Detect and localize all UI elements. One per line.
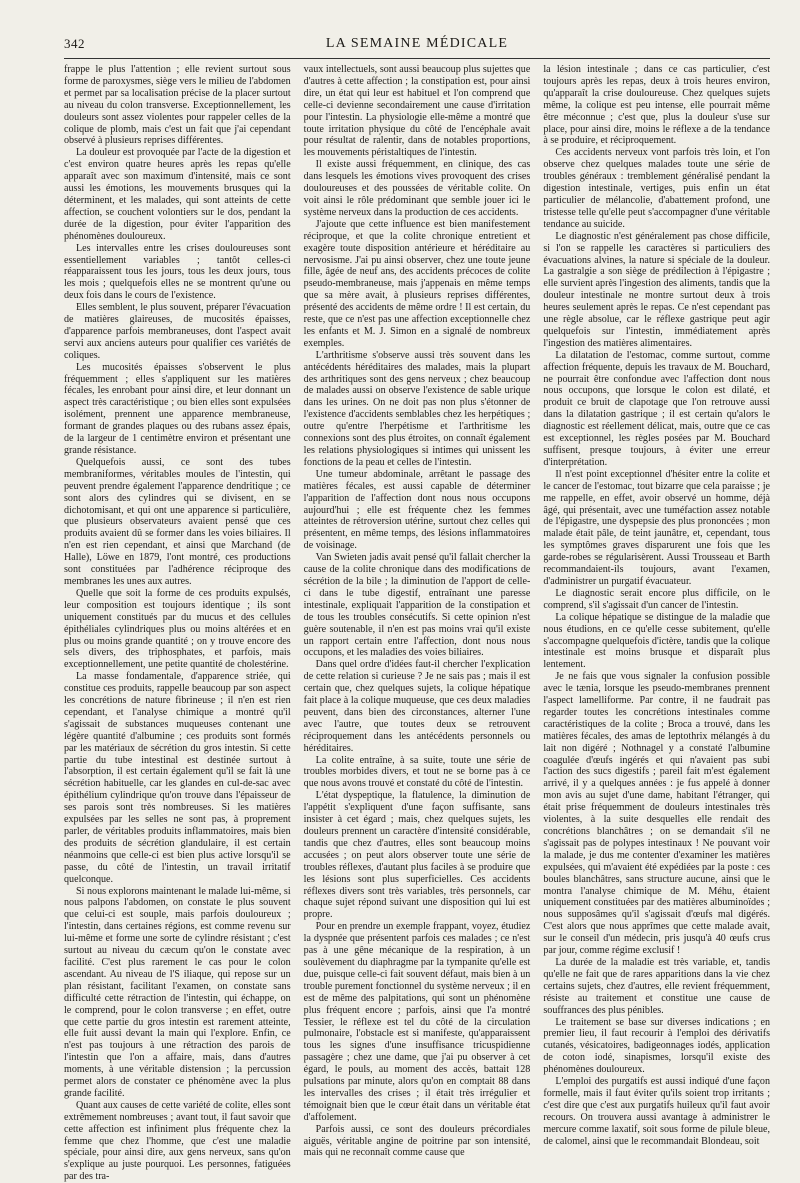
paragraph: Quelquefois aussi, ce sont des tubes membraniformes, véritables moules de l'intestin, qui peuvent prendre également l'apparence dendritique ; ce sont alors des cylindres qui se divisent, en se dichotomisant, et qui ont une apparence si particulière, que plusieurs observateurs avaient pensé que ces produits avaient dû se former dans les voies biliaires. Il n'en est rien cependant, et ainsi que Marchand (de Halle), Löwe en 1879, l'ont montré, ces productions sont constituées par l'adhérence réciproque des membranes les unes aux autres. [64,456,291,587]
paragraph: Les mucosités épaisses s'observent le plus fréquemment ; elles s'appliquent sur les matières fécales, les enrobant pour ainsi dire, et leur donnant un aspect très caractéristique ; ou bien elles sont expulsées isolément, prennent une apparence membraneuse, formant de grandes plaques ou des rubans assez épais, de la largeur de 1 centimètre environ et présentant une grande résistance. [64,361,291,456]
paragraph: Les intervalles entre les crises douloureuses sont essentiellement variables ; tantôt celles-ci réapparaissent tous les jours, tous les deux jours, tous les mois ; quelquefois elles ne se montrent qu'une ou deux fois dans le cours de l'existence. [64,242,291,302]
paragraph: vaux intellectuels, sont aussi beaucoup plus sujettes que d'autres à cette affection ; la constipation est, pour ainsi dire, un état qui leur est habituel et l'on comprend que celle-ci devienne secondairement une cause d'irritation pour l'intestin. La physiologie elle-même a montré que toute irritation physique du côté de l'encéphale avait pour résultat de ralentir, dans de notables proportions, les mouvements péristaltiques de l'intestin. [303,64,531,159]
paragraph: Dans quel ordre d'idées faut-il chercher l'explication de cette relation si curieuse ? Je ne sais pas ; mais il est certain que, chez quelques sujets, la colique hépatique fait place à la colique muqueuse, que ces deux maladies peuvent, dans bien des circonstances, alterner l'une avec l'autre, que toutes deux se retrouvent réciproquement dans les antécédents personnels ou héréditaires. [303,659,531,754]
paragraph: Elles semblent, le plus souvent, préparer l'évacuation de matières glaireuses, de mucosités épaisses, d'apparence parfois membraneuses, dont l'aspect avait servi aux anciens auteurs pour qualifier ces variétés de coliques. [64,302,291,361]
paragraph: Le diagnostic serait encore plus difficile, on le comprend, s'il s'agissait d'un cancer de l'intestin. [543,587,771,611]
column-left [64,64,291,1183]
paragraph: Le traitement se base sur diverses indications ; en premier lieu, il faut recourir à l'emploi des dérivatifs cutanés, vésicatoires, badigeonnages iodés, application de coton iodé, sinapismes, lorsqu'il existe des phénomènes douloureux. [543,1016,771,1076]
paragraph: Si nous explorons maintenant le malade lui-même, si nous palpons l'abdomen, on constate le plus souvent que celui-ci est souple, mais parfois douloureux ; l'intestin, dans certaines régions, est comme revenu sur lui-même et forme une sorte de cylindre résistant ; c'est surtout au niveau du cæcum qu'on le constate avec facilité. C'est plus rarement le cas pour le colon ascendant. Au niveau de l'S iliaque, qui repose sur un plan résistant, facilitant l'examen, on constate sans difficulté cette rétraction de l'intestin, qui échappe, on le comprend, pour le colon transverse ; en effet, outre que cette partie du gros intestin est rarement atteinte, elle fuit aussi devant la main qui l'explore. Enfin, ce n'est pas toujours à une rétraction des parois de l'intestin que l'on a affaire, mais, dans d'autres moments, à une véritable distension ; la percussion permet alors de constater ce phénomène avec la plus grande facilité. [64,885,291,1099]
paragraph: L'emploi des purgatifs est aussi indiqué d'une façon formelle, mais il faut éviter qu'ils soient trop irritants ; c'est dire que c'est aux purgatifs huileux qu'il faut avoir recours. On trouvera aussi avantage à administrer le mercure comme laxatif, soit sous forme de pilule bleue, de calomel, ainsi que le recommandait Blondeau, soit [543,1076,771,1147]
header-rule [64,58,770,59]
paragraph: Quelle que soit la forme de ces produits expulsés, leur composition est toujours identique ; ils sont uniquement constitués par du mucus et des cellules épithéliales cylindriques plus ou moins altérées et en plus ou moins grande quantité ; on y trouve encore des sels divers, des triphosphates, et parfois, mais exceptionnellement, une petite quantité de cholestérine. [64,587,291,671]
paragraph: La durée de la maladie est très variable, et, tandis qu'elle ne fait que de rares apparitions dans la vie chez certains sujets, chez d'autres, elle revient fréquemment, résiste au traitement et constitue une cause de souffrances des plus pénibles. [543,956,771,1016]
paragraph: J'ajoute que cette influence est bien manifestement réciproque, et que la colite chronique entretient et exagère toute disposition antérieure et héréditaire au nervosisme. J'ai pu ainsi observer, chez une toute jeune fille, âgée de neuf ans, des accidents précoces de colite pseudo-membraneuse, mais j'appenais en même temps que sa mère avait, à plusieurs reprises différentes, présenté des accidents de même ordre ! Il est certain, du reste, que ce n'est pas une affection exceptionnelle chez les enfants et M. J. Simon en a signalé de nombreux exemples. [303,218,531,349]
paragraph: Il n'est point exceptionnel d'hésiter entre la colite et le cancer de l'estomac, tout bizarre que cela paraisse ; je me rappelle, en effet, avoir observé un homme, déjà âgé, qui présentait, avec une tuméfaction assez notable de l'épigastre, une dyspepsie des plus prononcées ; mon malade était pâle, de teint jaunâtre, et, cependant, tous les symptômes graves disparurent une fois que les garde-robes se régularisèrent. Aussi Trousseau et Barth recommandaient-ils toujours, avant l'examen, d'administrer un purgatif évacuateur. [543,468,771,587]
paragraph: la lésion intestinale ; dans ce cas particulier, c'est toujours après les repas, deux à trois heures environ, qu'apparaît la crise douloureuse. Chez quelques sujets même, la colique est peu intense, elle pourrait même être méconnue ; c'est que, plus la douleur s'use sur place, pour ainsi dire, moins le réflexe a de la tendance à se produire, et réciproquement. [543,64,771,147]
paragraph: Pour en prendre un exemple frappant, voyez, étudiez la dyspnée que présentent parfois ces malades ; ce n'est pas à une gêne mécanique de la respiration, à un soulèvement du diaphragme par la tympanite qu'elle est due, puisque celle-ci fait souvent défaut, mais bien à un trouble purement fonctionnel du système nerveux ; il en est de même des palpitations, qui sont un phénomène plus fréquent encore ; parfois, ainsi que l'a montré Tessier, le réflexe est tel du côté de la circulation pulmonaire, l'obstacle est si manifeste, qu'apparaissent tous les signes d'une insuffisance tricuspidienne passagère ; chez une dame, que j'ai pu observer à cet égard, le pouls, au moment des accès, battait 128 pulsations par minute, alors qu'on en comptait 88 dans les intervalles des crises ; il était très irrégulier et témoignait bien que le cœur était dans un véritable état d'affolement. [303,921,531,1123]
paragraph: La colique hépatique se distingue de la maladie que nous étudions, en ce qu'elle cesse subitement, qu'elle s'accompagne quelquefois d'ictère, tandis que la colique intestinale est moins brusque et disparaît plus lentement. [543,611,771,671]
paragraph: Parfois aussi, ce sont des douleurs précordiales aiguës, véritable angine de poitrine par son intensité, mais qui ne reconnaît comme cause que [303,1123,531,1159]
column-right [543,64,771,1147]
text-columns [64,64,771,1183]
column-middle [303,64,531,1159]
paragraph: La colite entraîne, à sa suite, toute une série de troubles morbides divers, et tout ne se borne pas à ce que nous avons trouvé et constaté du côté de l'intestin. [303,754,531,790]
paragraph: frappe le plus l'attention ; elle revient surtout sous forme de paroxysmes, siège vers le milieu de l'abdomen et permet par sa localisation précise de la placer surtout au niveau du colon transverse. Exceptionnellement, les douleurs sont assez violentes pour rappeler celles de la colique de plomb, mais c'est un fait que j'ai cependant observé à plusieurs reprises différentes. [64,64,291,147]
page-header [64,36,770,56]
paragraph: Van Swieten jadis avait pensé qu'il fallait chercher la cause de la colite chronique dans des modifications de sécrétion de la bile ; la diminution de l'apport de celle-ci dans le tube digestif, entraînant une paresse intestinale, expliquait l'apparition de la constipation et de tous les troubles consécutifs. Si cette opinion n'est guère soutenable, il n'en est pas moins vrai qu'il existe un rapport certain entre l'affection, dont nous nous occupons, et les maladies des voies biliaires. [303,552,531,659]
paragraph: La dilatation de l'estomac, comme surtout, comme affection fréquente, depuis les travaux de M. Bouchard, ne pourrait être confondue avec l'affection dont nous nous occupons, que lorsque le colon est dilaté, et produit ce bruit de clapotage que l'on retrouve aussi dans la dilatation gastrique ; il est certain qu'alors le diagnostic est réellement délicat, mais, outre que ce cas est exceptionnel, les règles posées par M. Bouchard suffisent, presque toujours, à éviter une erreur d'interprétation. [543,349,771,468]
paragraph: Ces accidents nerveux vont parfois très loin, et l'on observe chez quelques malades toute une série de troubles généraux : tremblement généralisé pendant la digestion intestinale, vertiges, puis enfin un état particulier de mélancolie, d'abattement profond, une tristesse telle qu'elle peut s'accompagner d'une véritable tendance au suicide. [543,147,771,230]
page-number: 342 [64,36,85,51]
running-title: LA SEMAINE MÉDICALE [325,36,509,51]
paragraph: La masse fondamentale, d'apparence striée, qui constitue ces produits, rappelle beaucoup par son aspect les concrétions de nature fibrineuse ; il n'en est rien cependant, et l'analyse chimique a montré qu'il s'agissait de substances muqueuses contenant une légère quantité d'albumine ; ces produits sont formés par les matériaux de sécrétion du gros intestin. Si cette partie du tube intestinal est destinée surtout à l'absorption, il est certain également qu'il se fait là une sécrétion habituelle, car les glandes en cul-de-sac avec épithélium cylindrique qu'on trouve dans l'épaisseur de ses parois sont très nombreuses. Si les matières expulsées par les selles ne sont pas, à proprement parler, de véritables produits inflammatoires, mais bien des produits de sécrétion glandulaire, il est certain néanmoins que celle-ci est bien plus active lorsqu'il se passe, du côté de l'intestin, un travail irritatif quelconque. [64,671,291,885]
paragraph: L'arthritisme s'observe aussi très souvent dans les antécédents héréditaires des malades, mais la plupart des arthritiques sont des gens nerveux ; chez beaucoup de malades aussi on observe l'existence de sable urique dans les urines. On ne doit pas non plus s'étonner de l'existence d'accidents semblables chez les herpétiques ; outre qu'entre l'herpétisme et l'arthritisme les connexions sont des plus étroites, on connaît également les relations physiologiques si intimes qui unissent les fonctions de la peau et celles de l'intestin. [303,349,531,468]
paragraph: Quant aux causes de cette variété de colite, elles sont extrêmement nombreuses ; avant tout, il faut savoir que cette affection est infiniment plus fréquente chez la femme que chez l'homme, que c'est une maladie spéciale, pour ainsi dire, aux gens nerveux, sans qu'on s'explique au juste pourquoi. Les personnes, fatiguées par des tra- [64,1099,291,1183]
paragraph: La douleur est provoquée par l'acte de la digestion et c'est environ quatre heures après les repas qu'elle apparaît avec son maximum d'intensité, mais ce sont aussi les émotions, les mouvements brusques qui la déterminent, et les malades, qui sont atteints de cette affection, se couchent volontiers sur le dos, pendant la durée de la digestion, pour éviter l'apparition des phénomènes douloureux. [64,147,291,242]
paragraph: Il existe aussi fréquemment, en clinique, des cas dans lesquels les émotions vives provoquent des crises douloureuses et des poussées de véritable colite. On voit ainsi le rôle prédominant que semble jouer ici le système nerveux dans la production de ces accidents. [303,159,531,218]
paragraph: Le diagnostic n'est généralement pas chose difficile, si l'on se rappelle les caractères si particuliers des évacuations alvines, la nature si spéciale de la douleur. La gastralgie a son siège de prédilection à l'épigastre ; elle survient après l'ingestion des aliments, tandis que la douleur intestinale ne montre surtout deux à trois heures seulement après le repas. Ce n'est cependant pas une règle absolue, car le réflexe gastrique peut agir quelquefois sur l'intestin, immédiatement après l'ingestion des matières alimentaires. [543,230,771,349]
paragraph: Je ne fais que vous signaler la confusion possible avec le tænia, lorsque les pseudo-membranes prennent l'aspect lamelliforme. Par contre, il ne faudrait pas regarder toutes les concrétions intestinales comme caractéristiques de la colite ; Broca a trouvé, dans les matières fécales, des amas de leptothrix mélangés à du lait non digéré ; Nothnagel y a constaté l'albumine coagulée d'œufs ingérés et qui n'avaient pas subi l'action des sucs digestifs ; pareil fait m'est également arrivé, il y a quelques années : je fus appelé à donner mon avis au sujet d'une dame, habitant l'étranger, qui était prise fréquemment de douleurs intestinales très violentes, à la suite desquelles elle rendait des concrétions blanchâtres ; on se demandait s'il ne s'agissait pas de polypes intestinaux ! Ne pouvant voir la malade, je dus me contenter d'examiner les matières expulsées, qui m'avaient été expédiées par la poste : ces boules blanchâtres, sans structure aucune, ainsi que le montra l'analyse chimique de M. Méhu, étaient uniquement constituées par des matières albuminoïdes ; nous supposâmes qu'il s'agissait d'œufs mal digérés. C'est alors que nous apprîmes que cette malade avait, sur le conseil d'un médecin, pris jusqu'à 40 œufs crus par jour, comme régime exclusif ! [543,671,771,957]
paragraph: L'état dyspeptique, la flatulence, la diminution de l'appétit s'expliquent d'une façon suffisante, sans insister à cet égard ; mais, chez quelques sujets, les douleurs prennent un caractère d'intensité considérable, tandis que chez d'autres, elles sont beaucoup moins accusées ; on peut alors observer toute une série de troubles réflexes, d'autant plus faciles à se produire que les lésions sont plus superficielles. Ces accidents réflexes divers sont très variables, très personnels, car chaque sujet répond suivant une disposition qui lui est propre. [303,790,531,921]
paragraph: Une tumeur abdominale, arrêtant le passage des matières fécales, est aussi capable de déterminer l'apparition de l'affection dont nous nous occupons aujourd'hui ; elle est fréquente chez les femmes atteintes de rétroversion utérine, surtout chez celles qui présentent, en même temps, des lésions inflammatoires de voisinage. [303,468,531,552]
